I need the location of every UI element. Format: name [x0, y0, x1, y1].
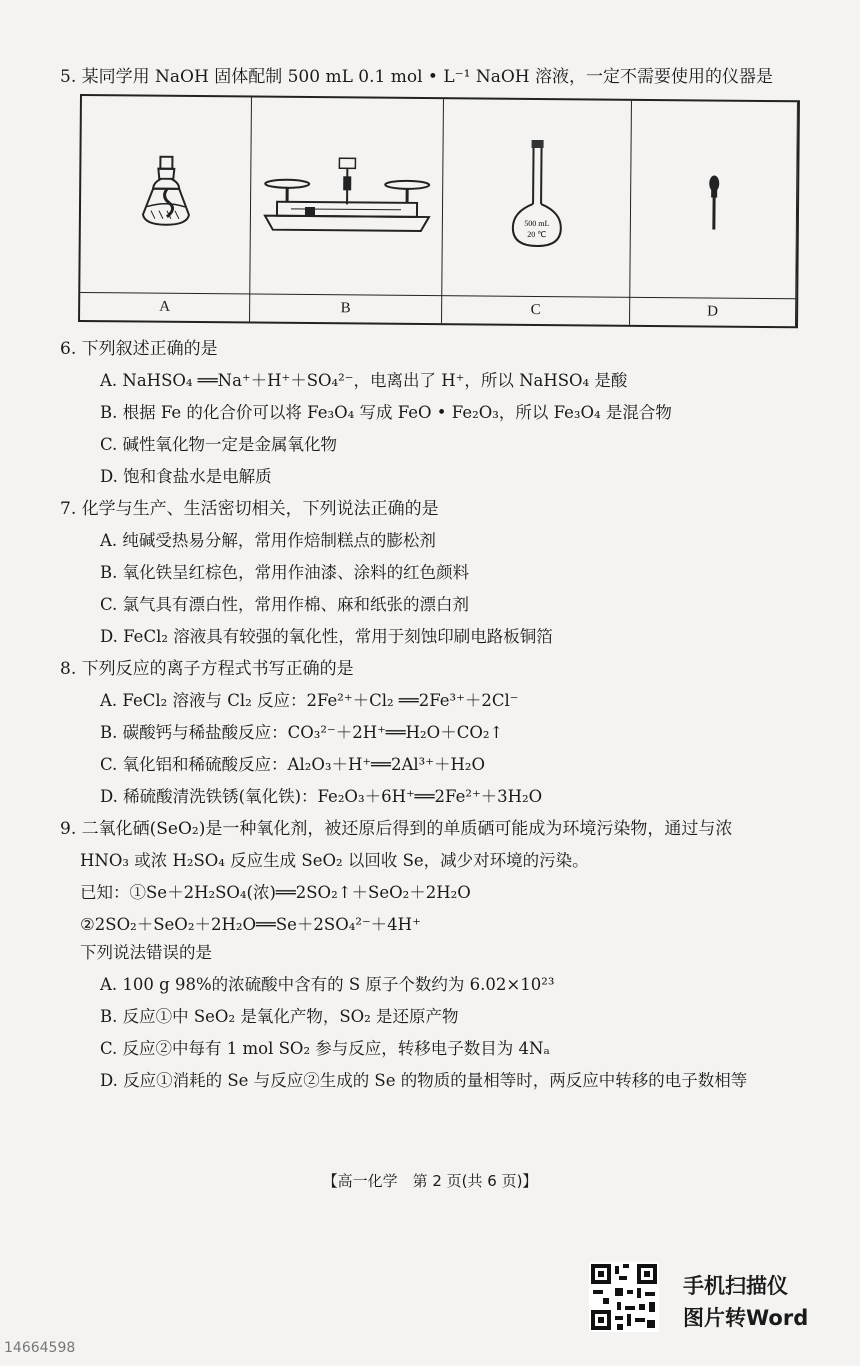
- q6-stem: 6. 下列叙述正确的是: [60, 339, 218, 359]
- balance-icon: [250, 98, 444, 296]
- q7-option-a[interactable]: A. 纯碱受热易分解，常用作焙制糕点的膨松剂: [100, 531, 436, 550]
- q9-option-a[interactable]: A. 100 g 98%的浓硫酸中含有的 S 原子个数约为 6.02×10²³: [100, 975, 555, 994]
- q9-option-b[interactable]: B. 反应①中 SeO₂ 是氧化产物，SO₂ 是还原产物: [100, 1007, 459, 1026]
- flask-temp-text: 20 ℃: [527, 229, 547, 240]
- q6-option-b[interactable]: B. 根据 Fe 的化合价可以将 Fe₃O₄ 写成 FeO • Fe₂O₃，所以 Fe₃O₄ 是混合物: [100, 403, 672, 422]
- q7-option-b[interactable]: B. 氧化铁呈红棕色，常用作油漆、涂料的红色颜料: [100, 563, 470, 582]
- q9-known-2: ②2SO₂＋SeO₂＋2H₂O══Se＋2SO₄²⁻＋4H⁺: [80, 915, 421, 934]
- volumetric-flask-icon: [442, 99, 632, 297]
- option-d-cell[interactable]: [630, 101, 798, 326]
- option-a-label: A: [159, 298, 171, 315]
- flask-volume-text: 500 mL: [524, 218, 550, 229]
- option-a-cell[interactable]: [80, 96, 252, 321]
- q7-option-c[interactable]: C. 氯气具有漂白性，常用作棉、麻和纸张的漂白剂: [100, 595, 470, 614]
- option-b-cell[interactable]: [250, 98, 444, 324]
- q9-stem-line2: HNO₃ 或浓 H₂SO₄ 反应生成 SeO₂ 以回收 Se，减少对环境的污染。: [80, 851, 589, 870]
- q5-options-table: [78, 94, 800, 328]
- option-b-label: B: [340, 300, 351, 317]
- q9-stem-line1: 9. 二氧化硒(SeO₂)是一种氧化剂，被还原后得到的单质硒可能成为环境污染物，通过与浓: [60, 819, 733, 839]
- alcohol-lamp-icon: [80, 96, 252, 293]
- q8-option-d[interactable]: D. 稀硫酸清洗铁锈(氧化铁)：Fe₂O₃＋6H⁺══2Fe²⁺＋3H₂O: [100, 787, 543, 806]
- q8-option-b[interactable]: B. 碳酸钙与稀盐酸反应：CO₃²⁻＋2H⁺══H₂O＋CO₂↑: [100, 723, 504, 742]
- q6-option-a[interactable]: A. NaHSO₄ ══Na⁺＋H⁺＋SO₄²⁻，电离出了 H⁺，所以 NaHSO₄ 是酸: [100, 371, 628, 390]
- option-c-cell[interactable]: [442, 99, 632, 325]
- q8-option-a[interactable]: A. FeCl₂ 溶液与 Cl₂ 反应：2Fe²⁺＋Cl₂ ══2Fe³⁺＋2Cl⁻: [100, 691, 519, 710]
- page-footer: 【高一化学 第 2 页(共 6 页)】: [322, 1172, 538, 1190]
- scanner-subtitle: 图片转Word: [683, 1306, 809, 1330]
- q5-stem: 5. 某同学用 NaOH 固体配制 500 mL 0.1 mol • L⁻¹ NaOH 溶液，一定不需要使用的仪器是: [60, 67, 773, 87]
- page-id: 14664598: [4, 1340, 76, 1356]
- option-d-label: D: [707, 303, 719, 320]
- option-c-label: C: [530, 301, 541, 319]
- q8-option-c[interactable]: C. 氧化铝和稀硫酸反应：Al₂O₃＋H⁺══2Al³⁺＋H₂O: [100, 755, 485, 774]
- q9-known-1: 已知：①Se＋2H₂SO₄(浓)══2SO₂↑＋SeO₂＋2H₂O: [80, 883, 471, 902]
- q9-option-c[interactable]: C. 反应②中每有 1 mol SO₂ 参与反应，转移电子数目为 4Nₐ: [100, 1039, 550, 1058]
- q9-option-d[interactable]: D. 反应①消耗的 Se 与反应②生成的 Se 的物质的量相等时，两反应中转移的电子数相等: [100, 1071, 748, 1090]
- qr-code-icon[interactable]: [589, 1262, 659, 1332]
- q6-option-c[interactable]: C. 碱性氧化物一定是金属氧化物: [100, 435, 338, 454]
- q8-stem: 8. 下列反应的离子方程式书写正确的是: [60, 659, 354, 679]
- dropper-icon: [630, 101, 798, 298]
- q7-stem: 7. 化学与生产、生活密切相关，下列说法正确的是: [60, 499, 439, 519]
- q9-ask: 下列说法错误的是: [80, 943, 212, 962]
- q6-option-d[interactable]: D. 饱和食盐水是电解质: [100, 467, 272, 486]
- scanner-title: 手机扫描仪: [683, 1274, 788, 1298]
- q7-option-d[interactable]: D. FeCl₂ 溶液具有较强的氧化性，常用于刻蚀印刷电路板铜箔: [100, 627, 553, 646]
